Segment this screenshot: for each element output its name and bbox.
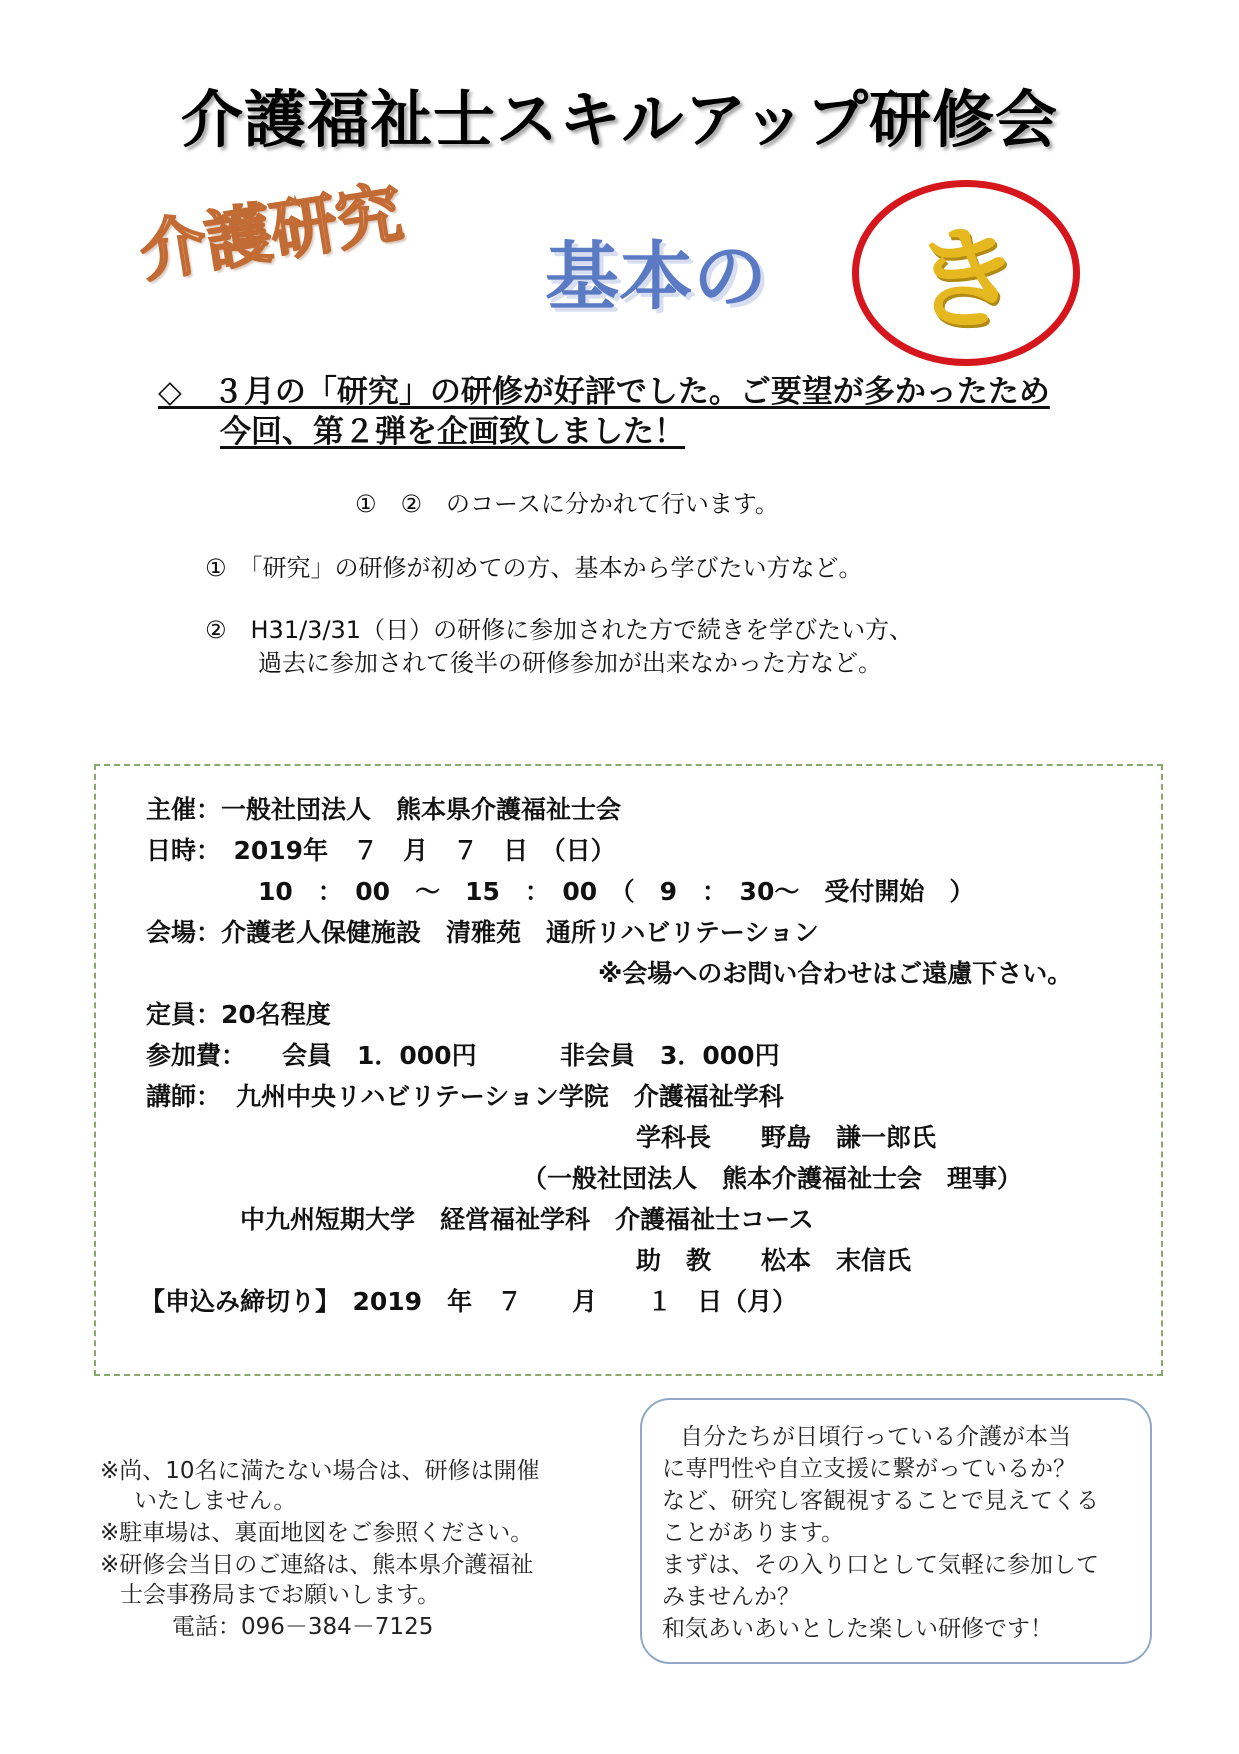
lecturer-2-role: 助 教 松本 末信氏 xyxy=(636,1246,912,1275)
note-line: いたしません。 xyxy=(134,1488,297,1514)
event-time: 10 ： 00 ～ 15 ： 00 （ 9 ： 30～ 受付開始 ） xyxy=(258,877,975,906)
course-2-line-1: ② H31/3/31（日）の研修に参加された方で続きを学びたい方、 xyxy=(205,616,914,644)
note-line: ※尚、10名に満たない場合は、研修は開催 xyxy=(100,1458,540,1484)
lecturer-1-note: （一般社団法人 熊本介護福祉士会 理事） xyxy=(522,1164,1023,1193)
intro-line-2-text: 今回、第２弾を企画致しました！ xyxy=(220,414,685,450)
application-deadline: 【申込み締切り】 2019 年 ７ 月 １ 日（月） xyxy=(140,1287,798,1316)
circled-character: き xyxy=(911,216,1021,344)
message-line: 和気あいあいとした楽しい研修です！ xyxy=(662,1616,1053,1642)
phone-number: 電話：096－384－7125 xyxy=(172,1614,434,1640)
course-2-line-2: 過去に参加されて後半の研修参加が出来なかった方など。 xyxy=(258,649,882,677)
message-line: に専門性や自立支援に繋がっているか？ xyxy=(662,1456,1076,1482)
note-line: 士会事務局までお願いします。 xyxy=(120,1582,441,1608)
fee-nonmember: 非会員 3．000円 xyxy=(560,1041,780,1070)
fee-member: 会員 1．000円 xyxy=(282,1041,477,1070)
intro-line-2 xyxy=(158,406,685,451)
fee-label: 参加費： xyxy=(146,1041,247,1070)
note-line: ※研修会当日のご連絡は、熊本県介護福祉 xyxy=(100,1552,534,1578)
message-line: など、研究し客観視することで見えてくる xyxy=(662,1488,1099,1514)
wordart-kaigo-kenkyu: 介護研究 xyxy=(134,174,408,292)
venue: 会場：介護老人保健施設 清雅苑 通所リハビリテーション xyxy=(146,918,819,947)
message-line: 自分たちが日頃行っている介護が本当 xyxy=(680,1424,1071,1450)
lecturer-1-role: 学科長 野島 謙一郎氏 xyxy=(636,1123,937,1152)
message-line: まずは、その入り口として気軽に参加して xyxy=(662,1552,1099,1578)
wordart-kihon-no: 基本の xyxy=(545,234,767,320)
organizer: 主催：一般社団法人 熊本県介護福祉士会 xyxy=(146,795,622,824)
flyer-title: 介護福祉士スキルアップ研修会 xyxy=(180,83,1059,156)
message-line: みませんか？ xyxy=(662,1584,800,1610)
course-1: ① 「研究」の研修が初めての方、基本から学びたい方など。 xyxy=(205,554,863,582)
event-date: 日時： 2019年 ７ 月 ７ 日 （日） xyxy=(146,836,616,865)
lecturer-1-affiliation: 九州中央リハビリテーション学院 介護福祉学科 xyxy=(236,1082,784,1111)
venue-note: ※会場へのお問い合わせはご遠慮下さい。 xyxy=(598,959,1073,988)
capacity: 定員：20名程度 xyxy=(146,1000,331,1029)
message-line: ことがあります。 xyxy=(662,1520,845,1546)
note-line: ※駐車場は、裏面地図をご参照ください。 xyxy=(100,1520,534,1546)
intro-line-1: ◇ ３月の「研究」の研修が好評でした。ご要望が多かったため xyxy=(158,374,1050,410)
lecturer-2-affiliation: 中九州短期大学 経営福祉学科 介護福祉士コース xyxy=(240,1205,814,1234)
lecturer-label: 講師： xyxy=(146,1082,222,1111)
course-heading: ① ② のコースに分かれて行います。 xyxy=(355,490,779,518)
